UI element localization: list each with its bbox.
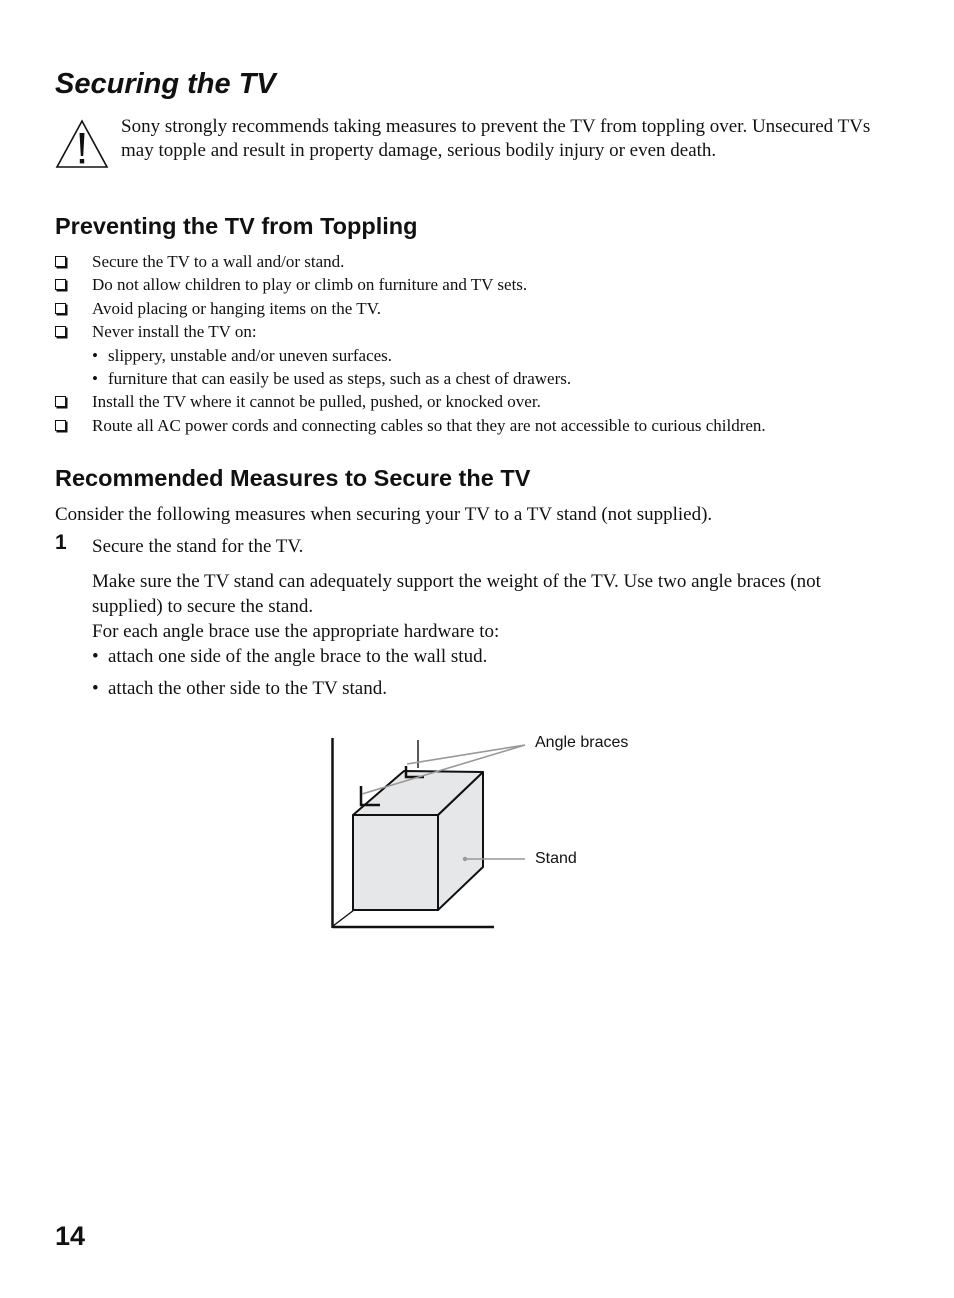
checkbox-icon xyxy=(55,279,66,290)
checklist-item: Install the TV where it cannot be pulled, pushed, or knocked over. xyxy=(55,390,915,413)
page-number: 14 xyxy=(55,1221,86,1251)
step-body xyxy=(92,569,882,644)
step-paragraph: For each angle brace use the appropriate hardware to: xyxy=(92,621,500,642)
section-heading-recommended: Recommended Measures to Secure the TV xyxy=(55,465,531,491)
warning-text: Sony strongly recommends taking measures to prevent the TV from toppling over. Unsecured TVs may topple and result in property damage, serious bodily injury or even death. xyxy=(121,116,871,161)
step-title: Secure the stand for the TV. xyxy=(92,536,304,557)
intro-text: Consider the following measures when securing your TV to a TV stand (not supplied). xyxy=(55,504,713,525)
checkbox-icon xyxy=(55,396,66,407)
checklist-item: Avoid placing or hanging items on the TV. xyxy=(55,297,915,320)
label-stand: Stand xyxy=(535,850,577,867)
checkbox-icon xyxy=(55,256,66,267)
page-title: Securing the TV xyxy=(55,68,276,100)
bullet-icon: • xyxy=(92,345,98,365)
checklist-item: Secure the TV to a wall and/or stand. xyxy=(55,250,915,273)
checkbox-icon xyxy=(55,326,66,337)
checklist-sub-item: • slippery, unstable and/or uneven surfaces. xyxy=(55,344,915,367)
checklist-sub-item: • furniture that can easily be used as steps, such as a chest of drawers. xyxy=(55,367,915,390)
checklist-item: Never install the TV on: xyxy=(55,320,915,343)
bullet-icon: • xyxy=(92,646,99,667)
bullet-icon: • xyxy=(92,368,98,388)
step-number: 1 xyxy=(55,531,67,554)
stand-diagram xyxy=(330,730,650,935)
checkbox-icon xyxy=(55,303,66,314)
section-heading-preventing: Preventing the TV from Toppling xyxy=(55,213,418,239)
stand-box xyxy=(353,771,483,910)
bullet-icon: • xyxy=(92,678,99,699)
precaution-checklist xyxy=(55,250,915,437)
checkbox-icon xyxy=(55,420,66,431)
checklist-item: Do not allow children to play or climb on furniture and TV sets. xyxy=(55,273,915,296)
step-paragraph: Make sure the TV stand can adequately support the weight of the TV. Use two angle braces (not supplied) to secure the stand. xyxy=(92,571,821,617)
warning-triangle-icon xyxy=(54,118,110,170)
checklist-item: Route all AC power cords and connecting cables so that they are not accessible to curious children. xyxy=(55,414,915,437)
label-angle-braces: Angle braces xyxy=(535,734,629,751)
